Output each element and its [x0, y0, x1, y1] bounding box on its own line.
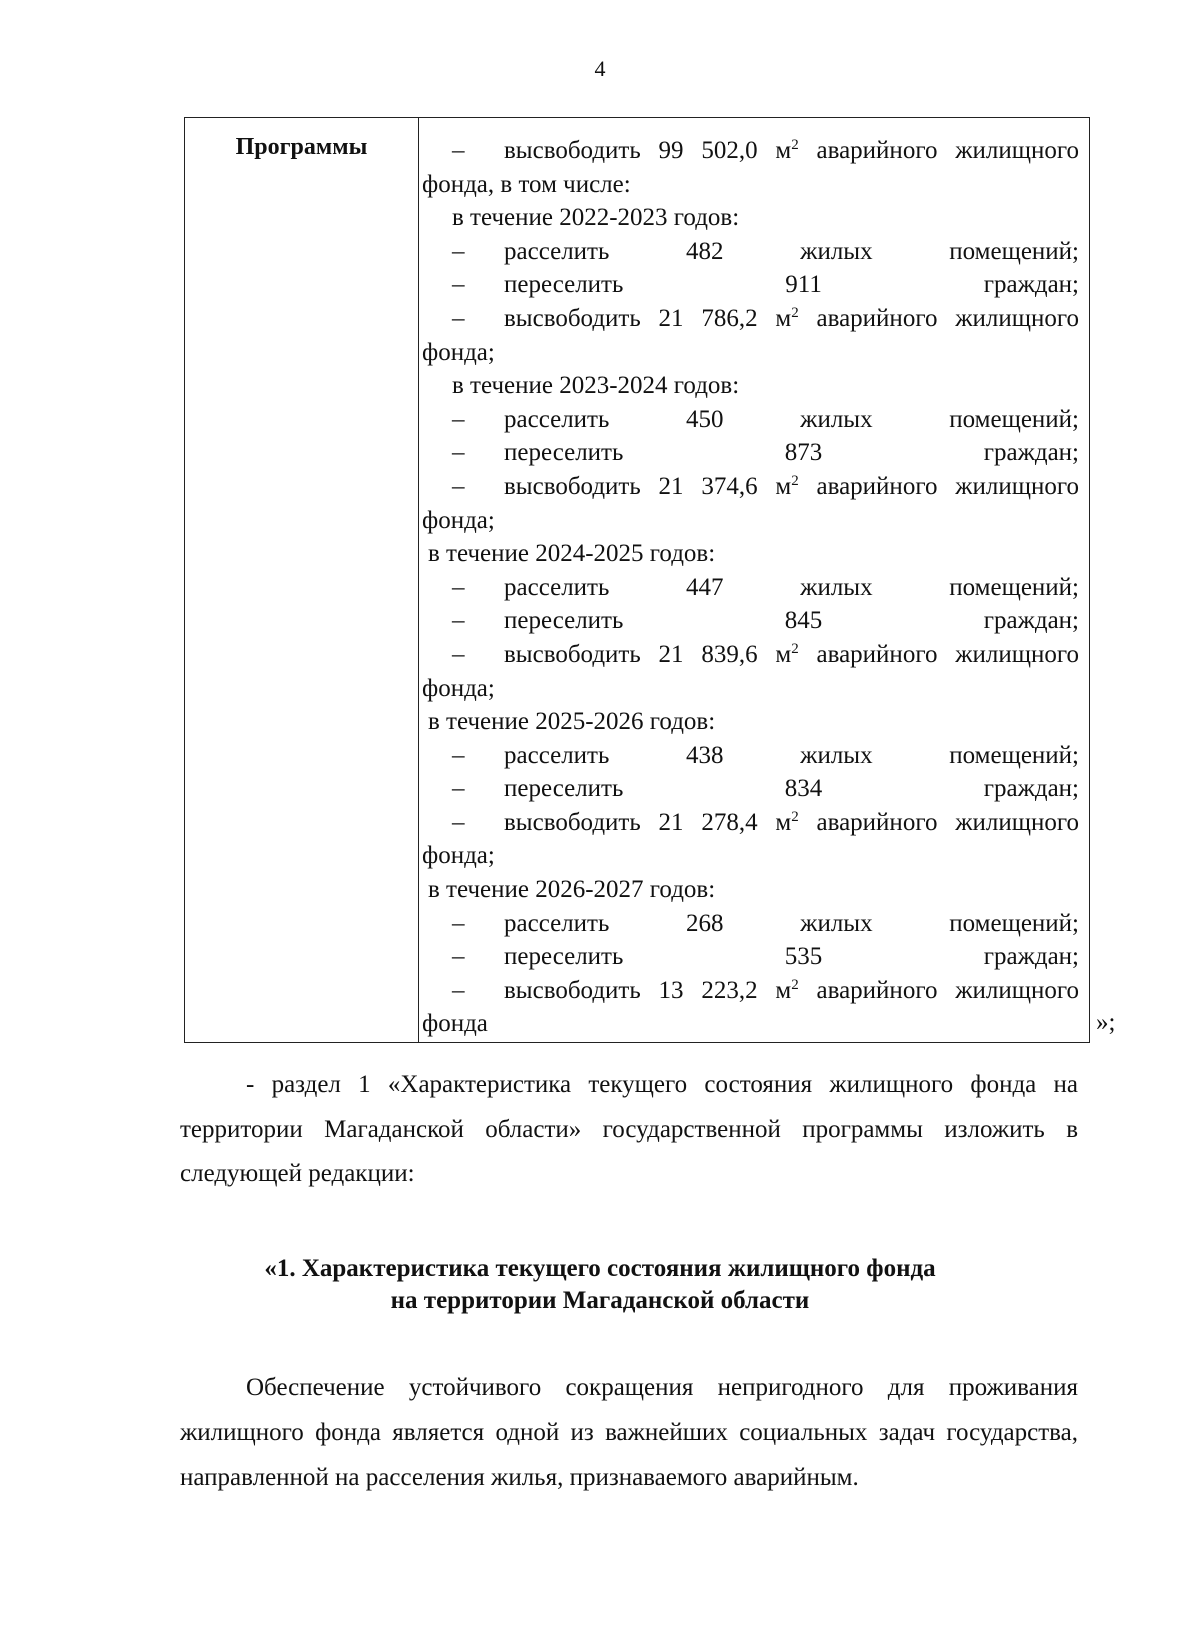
dash-marker: –	[452, 573, 465, 601]
section-heading-line-2: на территории Магаданской области	[390, 1287, 810, 1314]
period-title: в течение 2023-2024 годов:	[452, 372, 740, 400]
list-item-continuation: фонда;	[422, 338, 495, 366]
list-item-text: переселить 873 граждан;	[504, 439, 1079, 467]
list-item-text: высвободить 99 502,0 $м^2$ аварийного жилищного	[504, 137, 1080, 164]
list-item-continuation: фонда;	[422, 842, 495, 870]
list-item-continuation: фонда	[422, 1010, 488, 1038]
list-item	[420, 571, 1085, 605]
dash-marker: –	[452, 405, 465, 433]
list-item-text: высвободить 13 223,2 $м^2$ аварийного жилищного	[504, 976, 1080, 1004]
list-item	[420, 403, 1085, 437]
list-item-text: высвободить 21 278,4 $м^2$ аварийного жилищного	[504, 808, 1080, 836]
list-item-text: расселить 268 жилых помещений;	[504, 909, 1079, 937]
list-item-text: высвободить 21 786,2 $м^2$ аварийного жилищного	[504, 304, 1080, 332]
list-item-text: переселить 845 граждан;	[504, 607, 1079, 635]
period-title: в течение 2024-2025 годов:	[428, 540, 716, 568]
dash-marker: –	[452, 304, 465, 332]
list-item-text: переселить 535 граждан;	[504, 943, 1079, 971]
list-item	[420, 940, 1085, 974]
dash-marker: –	[452, 439, 465, 467]
list-item	[420, 302, 1085, 336]
list-item-text: расселить 482 жилых помещений;	[504, 237, 1079, 265]
dash-marker: –	[452, 607, 465, 635]
row-content	[420, 134, 1085, 1041]
list-item-text: высвободить 21 374,6 $м^2$ аварийного жилищного	[504, 472, 1080, 500]
list-item-text: расселить 450 жилых помещений;	[504, 405, 1079, 433]
dash-marker: –	[452, 472, 465, 500]
list-item	[420, 638, 1085, 672]
dash-marker: –	[452, 741, 465, 769]
list-item	[420, 134, 1085, 168]
dash-marker: –	[452, 237, 465, 265]
list-item-text: переселить 834 граждан;	[504, 775, 1079, 803]
list-item	[420, 436, 1085, 470]
list-item	[420, 235, 1085, 269]
list-item	[420, 806, 1085, 840]
table-column-divider	[418, 118, 419, 1042]
dash-marker: –	[452, 808, 465, 836]
list-item	[420, 268, 1085, 302]
dash-marker: –	[452, 137, 465, 164]
amendment-paragraph: - раздел 1 «Характеристика текущего состояния жилищного фонда на территории Магаданской области» государственной программы изложить в следующей редакции:	[180, 1071, 1078, 1187]
period-title: в течение 2026-2027 годов:	[428, 876, 716, 904]
page-number: 4	[594, 56, 606, 81]
list-item	[420, 772, 1085, 806]
period-title: в течение 2022-2023 годов:	[452, 204, 740, 232]
dash-marker: –	[452, 976, 465, 1004]
row-label: Программы	[235, 134, 368, 160]
dash-marker: –	[452, 909, 465, 937]
dash-marker: –	[452, 943, 465, 971]
closing-quote: »;	[1096, 1009, 1116, 1036]
list-item	[420, 907, 1085, 941]
list-item	[420, 739, 1085, 773]
period-title: в течение 2025-2026 годов:	[428, 708, 716, 736]
program-table	[184, 117, 1090, 1043]
list-item-text: высвободить 21 839,6 $м^2$ аварийного жилищного	[504, 640, 1080, 668]
list-item-text: расселить 447 жилых помещений;	[504, 573, 1079, 601]
list-item-continuation: фонда;	[422, 506, 495, 534]
list-item	[420, 604, 1085, 638]
list-item-text: расселить 438 жилых помещений;	[504, 741, 1079, 769]
section-heading-line-1: «1. Характеристика текущего состояния жилищного фонда	[264, 1255, 936, 1282]
list-item	[420, 470, 1085, 504]
list-item-continuation: фонда;	[422, 674, 495, 702]
list-item	[420, 974, 1085, 1008]
dash-marker: –	[452, 775, 465, 803]
body-paragraph: Обеспечение устойчивого сокращения непригодного для проживания жилищного фонда является одной из важнейших социальных задач государства, направленной на расселения жилья, признаваемого аварийным.	[180, 1374, 1078, 1491]
list-item-text: переселить 911 граждан;	[504, 271, 1079, 299]
dash-marker: –	[452, 271, 465, 299]
list-item-continuation: фонда, в том числе:	[422, 170, 631, 198]
dash-marker: –	[452, 640, 465, 668]
